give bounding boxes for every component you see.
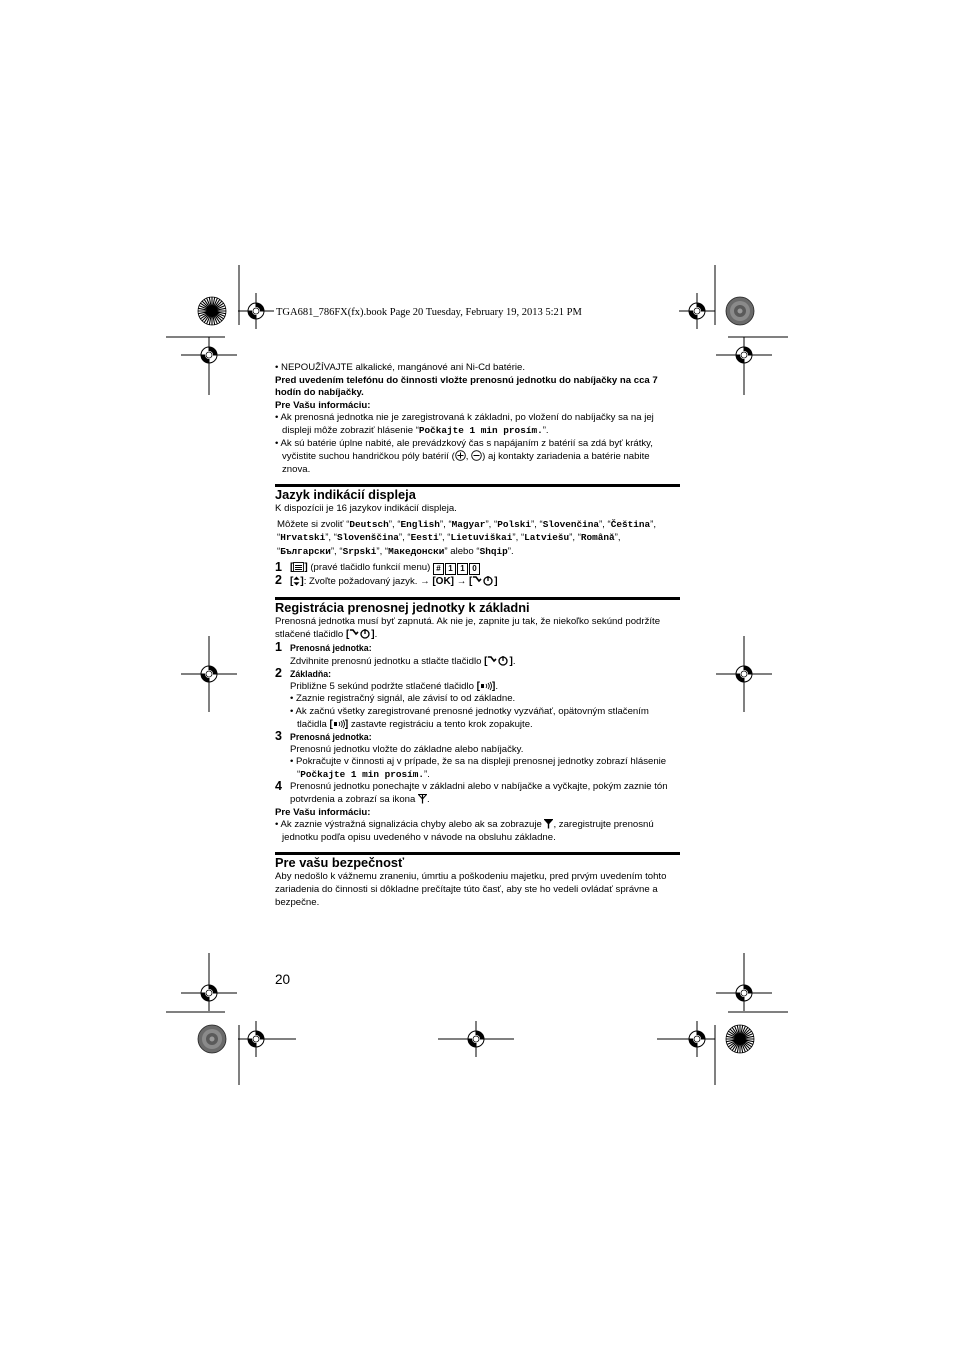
registration-intro: Prenosná jednotka musí byť zapnutá. Ak nie je, zapnite ju tak, že niekoľko sekúnd podržíte stlačené tlačidlo [ ]. bbox=[275, 615, 661, 641]
language-option: Magyar bbox=[451, 518, 486, 530]
page-number: 20 bbox=[275, 972, 291, 987]
section-title-safety: Pre vašu bezpečnosť bbox=[275, 855, 405, 871]
antenna-icon bbox=[418, 794, 427, 804]
navigator-key-icon: [ ] bbox=[290, 576, 304, 588]
book-header: TGA681_786FX(fx).book Page 20 Tuesday, February 19, 2013 5:21 PM bbox=[276, 307, 582, 318]
registration-step-4: 4 Prenosnú jednotku ponechajte v základni alebo v nabíjačke a vyčkajte, pokým zaznie tón potvrdenia a zobrazí sa ikona . bbox=[275, 779, 668, 806]
off-power-key-icon: [ ] bbox=[468, 576, 498, 588]
ok-key: [OK] bbox=[432, 576, 455, 588]
key-1: 1 bbox=[445, 563, 456, 575]
info-label: Pre Vašu informáciu: bbox=[275, 399, 371, 411]
language-option: Čeština bbox=[610, 518, 651, 530]
section-title-registration: Registrácia prenosnej jednotky k základni bbox=[275, 599, 530, 615]
registration-info-bullet: • Ak zaznie výstražná signalizácia chyby alebo ak sa zobrazuje , zaregistrujte prenosnú jednotku podľa opisu uvedeného v návode na obsluhu základne. bbox=[275, 819, 654, 843]
section-title-language: Jazyk indikácií displeja bbox=[275, 487, 416, 503]
language-option: Slovenčina bbox=[542, 518, 599, 530]
off-power-key-icon: [ ] bbox=[345, 629, 375, 641]
locator-key-icon: [ ] bbox=[476, 680, 496, 692]
info-label: Pre Vašu informáciu: bbox=[275, 806, 371, 818]
registration-step-2: 2 Základňa: Približne 5 sekúnd podržte stlačené tlačidlo [ ]. • Zaznie registračný signál, ale závisí to od základne. • Ak začnú všetky zaregistrované prenosné jednotky vyzváňať, opätovným stlačením tlačidla [ ] zastavte registráciu a tento krok zopakujte. bbox=[275, 666, 649, 730]
key-hash: # bbox=[433, 563, 444, 575]
battery-plus-icon bbox=[455, 450, 466, 461]
registration-step-3: 3 Prenosná jednotka: Prenosnú jednotku vložte do základne alebo nabíjačky. • Pokračujte v činnosti aj v prípade, že sa na displeji prenosnej jednotky zobrazí hlásenie “Počkajte 1 min prosím.”. bbox=[275, 729, 667, 780]
menu-key-icon: [ ] bbox=[290, 562, 308, 574]
charge-warning: Pred uvedením telefónu do činnosti vložte prenosnú jednotku do nabíjačky na cca 7 hodín do nabíjačky. bbox=[275, 374, 658, 399]
language-option: Deutsch bbox=[349, 518, 389, 530]
language-option: Hrvatski bbox=[280, 532, 326, 544]
language-option: Română bbox=[580, 532, 615, 544]
language-option: Slovenščina bbox=[336, 532, 399, 544]
language-option: Български bbox=[280, 545, 331, 557]
language-step-2: 2 [ ]: Zvoľte požadovaný jazyk. → [OK] → [ ] bbox=[275, 573, 498, 588]
language-desc: K dispozícii je 16 jazykov indikácií displeja. bbox=[275, 503, 457, 515]
info-bullet-2: • Ak sú batérie úplne nabité, ale prevádzkový čas s napájaním z batérií sa zdá byť krátky, vyčistite suchou handričkou póly batérií ( , ) aj kontakty zariadenia a batérie nabite znova. bbox=[275, 437, 653, 475]
locator-key-icon: [ ] bbox=[329, 718, 349, 730]
language-option: Eesti bbox=[410, 532, 439, 544]
language-step-1: 1 [ ] (pravé tlačidlo funkcií menu) # 1 1 0 bbox=[275, 562, 680, 575]
language-option: Lietuviškai bbox=[450, 532, 513, 544]
off-power-key-icon: [ ] bbox=[484, 655, 513, 667]
language-option: Polski bbox=[497, 518, 531, 530]
intro-bullet-batteries: • NEPOUŽÍVAJTE alkalické, mangánové ani Ni-Cd batérie. bbox=[275, 362, 526, 373]
language-option: English bbox=[400, 518, 440, 530]
key-0: 0 bbox=[469, 563, 480, 575]
language-option: Македонски bbox=[388, 545, 445, 557]
language-option: Latviešu bbox=[524, 532, 570, 544]
registration-step-1: 1 Prenosná jednotka: Zdvihnite prenosnú jednotku a stlačte tlačidlo [ ]. bbox=[275, 639, 516, 667]
language-list: Môžete si zvoliť “Deutsch”, “English”, “Magyar”, “Polski”, “Slovenčina”, “Čeština”, “Hrvatski”, “Slovenščina”, “Eesti”, “Lietuviškai”, “Latviešu”, “Română”, “Български”, “Srpski”, “Македонски” alebo “Shqip”. bbox=[277, 518, 656, 557]
key-1: 1 bbox=[457, 563, 468, 575]
safety-text: Aby nedošlo k vážnemu zraneniu, úmrtiu a poškodeniu majetku, pred prvým uvedením tohto zariadenia do činnosti si dôkladne prečítajte túto časť, aby ste ho vedeli ovládať správne a bezpečne. bbox=[275, 871, 667, 908]
language-option: Shqip bbox=[479, 545, 508, 557]
battery-minus-icon bbox=[471, 450, 482, 461]
info-bullet-1: • Ak prenosná jednotka nie je zaregistrovaná k základni, po vložení do nabíjačky sa na jej displeji môže zobraziť hlásenie “Počkajte 1 min prosím.”. bbox=[275, 412, 654, 436]
page-content bbox=[275, 362, 680, 909]
language-option: Srpski bbox=[342, 545, 377, 557]
